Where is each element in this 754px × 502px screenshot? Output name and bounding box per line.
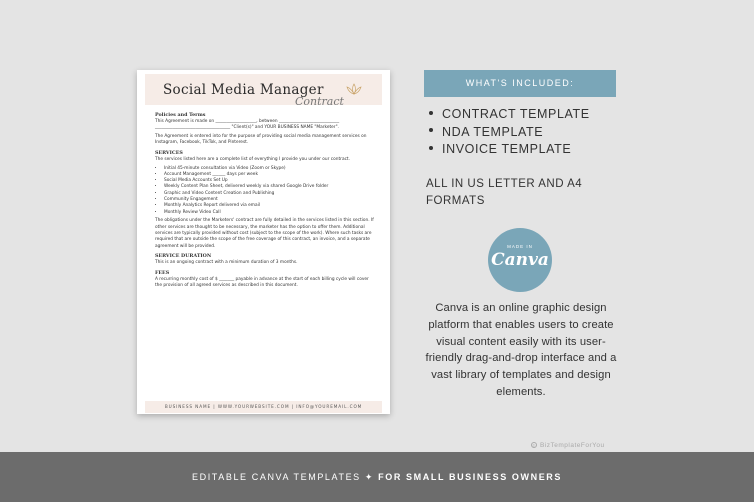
document-header (145, 74, 382, 108)
canva-description: Canva is an online graphic design platform that enables users to create visual content easily with its user-friendly drag-and-drop interface and a vast library of templates and design elements. (425, 302, 617, 398)
list-item: • Weekly Content Plan Sheet, delivered weekly via shared Google Drive folder (164, 184, 377, 190)
list-item: • Monthly Analytics Report delivered via email (164, 203, 377, 209)
section-heading: FEES (155, 270, 170, 277)
section-heading: Policies and Terms (155, 112, 206, 118)
paragraph: The services listed here are a complete list of everything I provide you under our contract. (155, 156, 350, 162)
lotus-icon (345, 83, 363, 95)
contract-document-preview (137, 70, 390, 414)
document-body (155, 112, 377, 292)
document-subtitle: Contract (295, 95, 344, 108)
list-item: NDA TEMPLATE (429, 124, 590, 142)
sparkle-icon: ✦ (364, 472, 375, 482)
paragraph: The obligations under the Marketers' contract are fully detailed in the services listed in this section. If other services are thought to be necessary, the marketer has the option to offer them. Additional services are typically provided without cost (subject to the scope of the work). Where such tasks are required that are outside the scope of the free coverage of this contract, an invoice, and a separate agreement will be provided. (155, 218, 374, 249)
list-item: INVOICE TEMPLATE (429, 141, 590, 159)
paragraph: A recurring monthly cost of $ _______ payable in advance at the start of each billing cycle will cover the provision of all agreed services as described in this document. (155, 276, 369, 289)
list-item: • Monthly Review Video Call (164, 210, 377, 216)
services-list (164, 166, 377, 216)
list-item: • Account Management ______ days per week (164, 172, 377, 178)
badge-caption: MADE IN (507, 244, 533, 249)
section-heading: SERVICES (155, 149, 183, 156)
formats-text: ALL IN US LETTER AND A4 FORMATS (426, 178, 583, 207)
credit: © BizTemplateForYou (532, 442, 605, 449)
canva-logo: Canva (491, 250, 549, 270)
whats-included-heading: WHAT'S INCLUDED: (424, 70, 616, 97)
bullet-icon (429, 146, 433, 150)
list-item: CONTRACT TEMPLATE (429, 106, 590, 124)
list-item: • Graphic and Video Content Creation and Publishing (164, 191, 377, 197)
document-footer: BUSINESS NAME | WWW.YOURWEBSITE.COM | INFO@YOUREMAIL.COM (145, 401, 382, 413)
banner-right-text: FOR SMALL BUSINESS OWNERS (378, 472, 562, 482)
list-item: • Community Engagement (164, 197, 377, 203)
copyright-icon: © (532, 443, 536, 448)
included-list (429, 106, 590, 159)
bullet-icon (429, 111, 433, 115)
list-item: • Social Media Accounts Set Up (164, 178, 377, 184)
section-heading: SERVICE DURATION (155, 253, 212, 260)
paragraph: This is an ongoing contract with a minimum duration of 3 months. (155, 260, 298, 266)
document-title: Social Media Manager (163, 82, 324, 98)
made-in-canva-badge (488, 228, 552, 292)
bottom-banner (0, 452, 754, 502)
paragraph: The Agreement is entered into for the purpose of providing social media management services on Instagram, Facebook, TikTok, and Pinterest. (155, 133, 367, 146)
bullet-icon (429, 128, 433, 132)
banner-left-text: EDITABLE CANVA TEMPLATES (192, 472, 361, 482)
paragraph: This Agreement is made on ___________________, between ____________________________ ___________________________________ "Client(s)" and YOUR BUSINESS NAME "Marketer". (155, 118, 340, 131)
list-item: • Initial 45-minute consultation via Video (Zoom or Skype) (164, 166, 377, 172)
